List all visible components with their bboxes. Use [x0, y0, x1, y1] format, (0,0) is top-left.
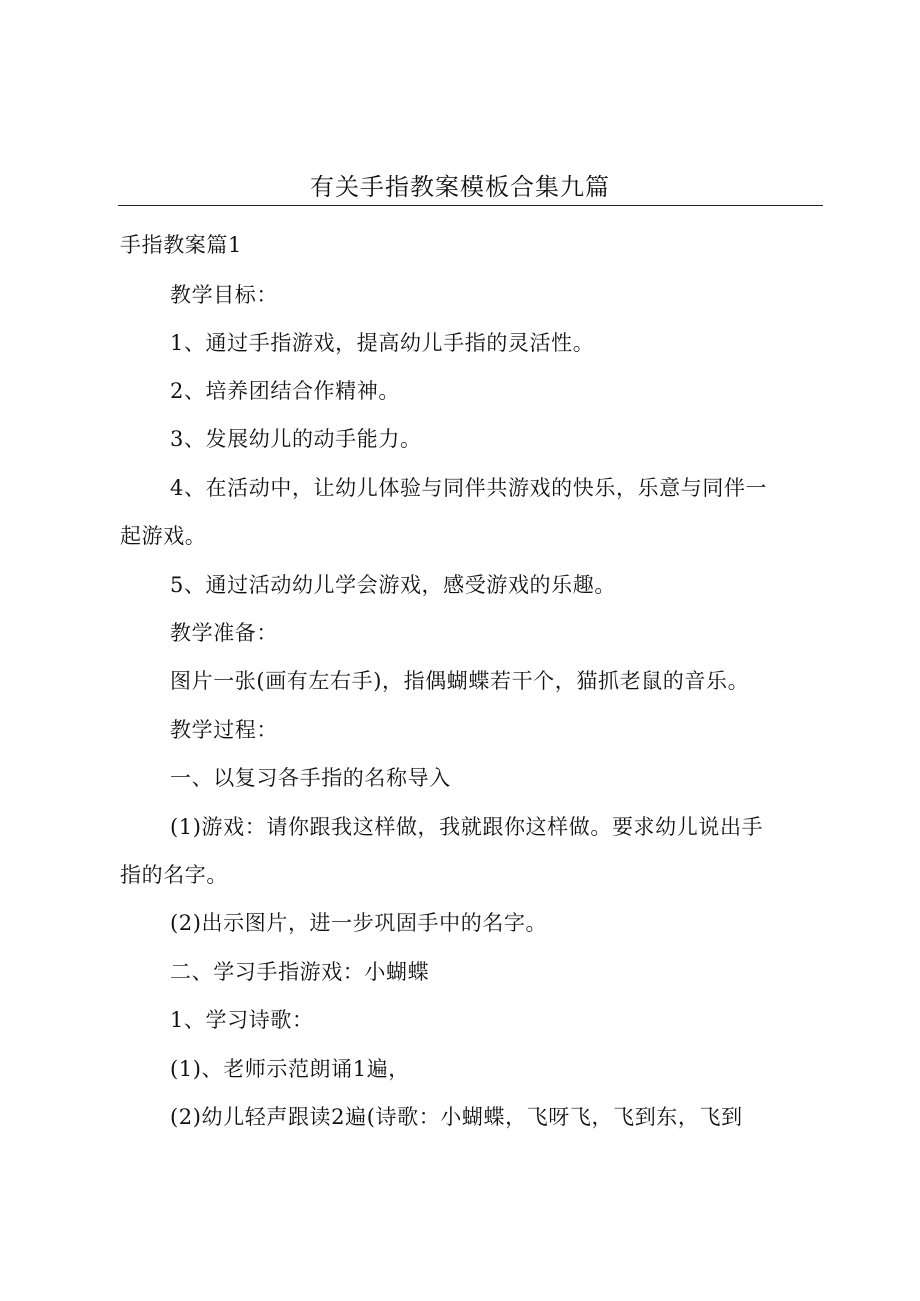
paragraph-line: (1)、老师示范朗诵1遍， — [170, 1057, 410, 1081]
paragraph-line: (2)幼儿轻声跟读2遍(诗歌：小蝴蝶，飞呀飞，飞到东，飞到 — [170, 1105, 743, 1129]
paragraph-line: 图片一张(画有左右手)，指偶蝴蝶若干个，猫抓老鼠的音乐。 — [170, 669, 750, 693]
paragraph-line: 4、在活动中，让幼儿体验与同伴共游戏的快乐，乐意与同伴一 — [170, 476, 768, 500]
paragraph-line: (1)游戏：请你跟我这样做，我就跟你这样做。要求幼儿说出手 — [170, 815, 764, 839]
paragraph-line: 教学过程： — [170, 718, 278, 742]
paragraph-line: 3、发展幼儿的动手能力。 — [170, 427, 422, 451]
document-title: 有关手指教案模板合集九篇 — [310, 173, 610, 201]
section-heading: 手指教案篇1 — [120, 233, 242, 257]
title-divider — [118, 205, 823, 206]
paragraph-line: 5、通过活动幼儿学会游戏，感受游戏的乐趣。 — [170, 573, 616, 597]
paragraph-line: 2、培养团结合作精神。 — [170, 379, 400, 403]
paragraph-line: 1、学习诗歌： — [170, 1008, 314, 1032]
paragraph-line: 1、通过手指游戏，提高幼儿手指的灵活性。 — [170, 331, 595, 355]
paragraph-line: 二、学习手指游戏：小蝴蝶 — [170, 960, 430, 984]
paragraph-line: 教学目标： — [170, 283, 278, 307]
paragraph-line: 一、以复习各手指的名称导入 — [170, 766, 451, 790]
paragraph-line: (2)出示图片，进一步巩固手中的名字。 — [170, 911, 548, 935]
paragraph-line: 起游戏。 — [120, 524, 207, 548]
paragraph-line: 教学准备： — [170, 621, 278, 645]
paragraph-line: 指的名字。 — [120, 863, 228, 887]
